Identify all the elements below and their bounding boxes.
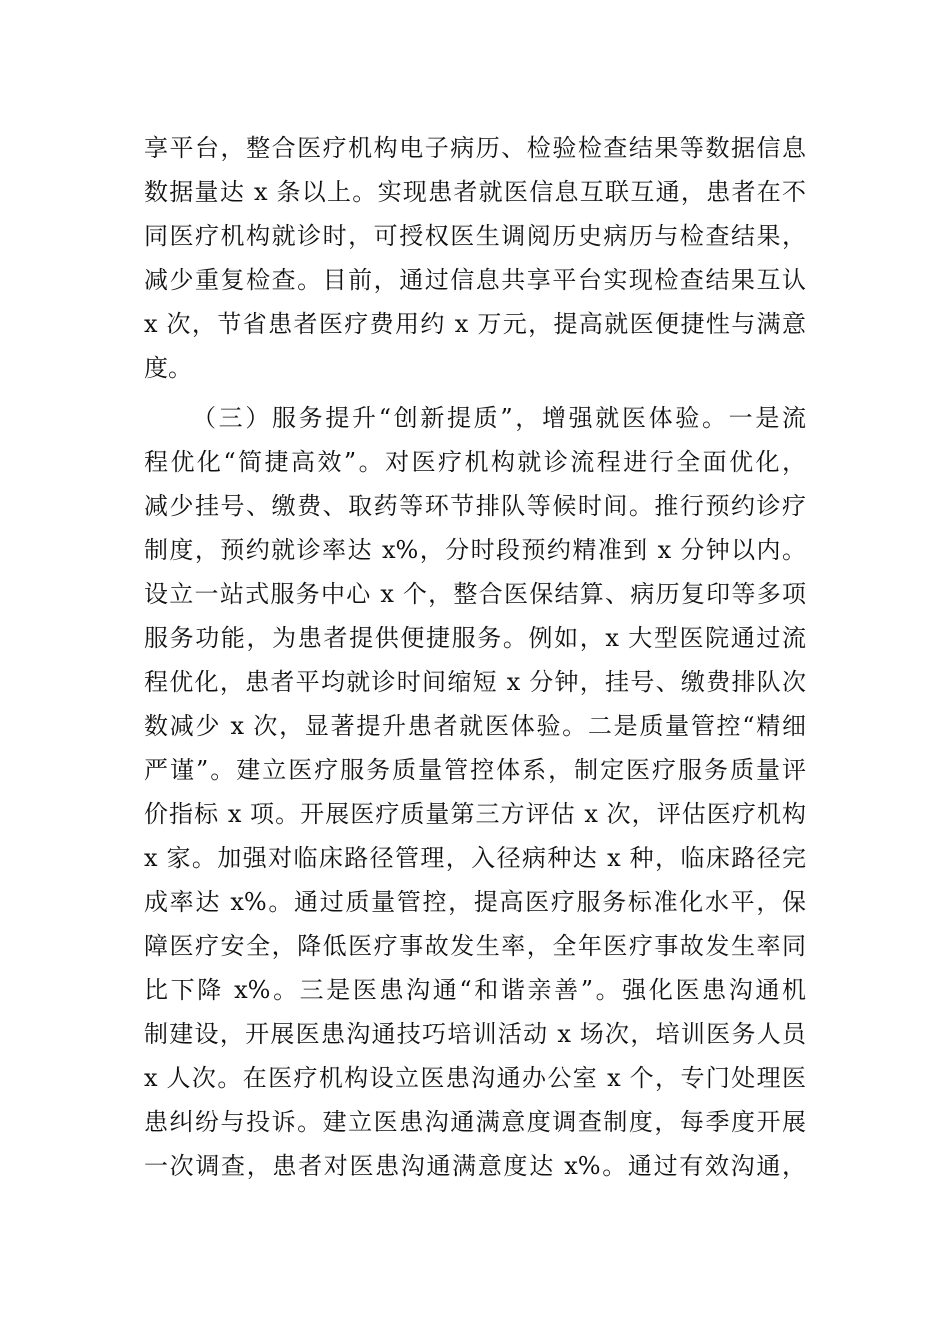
- text-line: 制度，预约就诊率达 x%，分时段预约精准到 x 分钟以内。: [144, 536, 806, 564]
- text-line: 障医疗安全，降低医疗事故发生率，全年医疗事故发生率同: [144, 932, 806, 960]
- text-line: 成率达 x%。通过质量管控，提高医疗服务标准化水平，保: [144, 888, 806, 916]
- text-line: 数减少 x 次，显著提升患者就医体验。二是质量管控“精细: [144, 712, 806, 740]
- text-line: x 人次。在医疗机构设立医患沟通办公室 x 个，专门处理医: [144, 1064, 806, 1092]
- text-line: 制建设，开展医患沟通技巧培训活动 x 场次，培训医务人员: [144, 1020, 806, 1048]
- text-line: 一次调查，患者对医患沟通满意度达 x%。通过有效沟通，: [144, 1152, 806, 1180]
- text-line: 服务功能，为患者提供便捷服务。例如，x 大型医院通过流: [144, 624, 806, 652]
- text-line: 程优化“简捷高效”。对医疗机构就诊流程进行全面优化，: [144, 448, 806, 476]
- section-heading-line: （三）服务提升“创新提质”，增强就医体验。一是流: [192, 404, 806, 432]
- text-line: 度。: [144, 354, 192, 382]
- text-line: 程优化，患者平均就诊时间缩短 x 分钟，挂号、缴费排队次: [144, 668, 806, 696]
- text-line: 设立一站式服务中心 x 个，整合医保结算、病历复印等多项: [144, 580, 806, 608]
- text-line: 患纠纷与投诉。建立医患沟通满意度调查制度，每季度开展: [144, 1108, 806, 1136]
- text-line: x 次，节省患者医疗费用约 x 万元，提高就医便捷性与满意: [144, 310, 806, 338]
- text-line: 同医疗机构就诊时，可授权医生调阅历史病历与检查结果，: [144, 222, 806, 250]
- text-line: 价指标 x 项。开展医疗质量第三方评估 x 次，评估医疗机构: [144, 800, 806, 828]
- text-line: x 家。加强对临床路径管理，入径病种达 x 种，临床路径完: [144, 844, 806, 872]
- text-line: 享平台，整合医疗机构电子病历、检验检查结果等数据信息: [144, 134, 806, 162]
- text-line: 数据量达 x 条以上。实现患者就医信息互联互通，患者在不: [144, 178, 806, 206]
- text-line: 减少重复检查。目前，通过信息共享平台实现检查结果互认: [144, 266, 806, 294]
- text-line: 严谨”。建立医疗服务质量管控体系，制定医疗服务质量评: [144, 756, 806, 784]
- text-line: 比下降 x%。三是医患沟通“和谐亲善”。强化医患沟通机: [144, 976, 806, 1004]
- text-line: 减少挂号、缴费、取药等环节排队等候时间。推行预约诊疗: [144, 492, 806, 520]
